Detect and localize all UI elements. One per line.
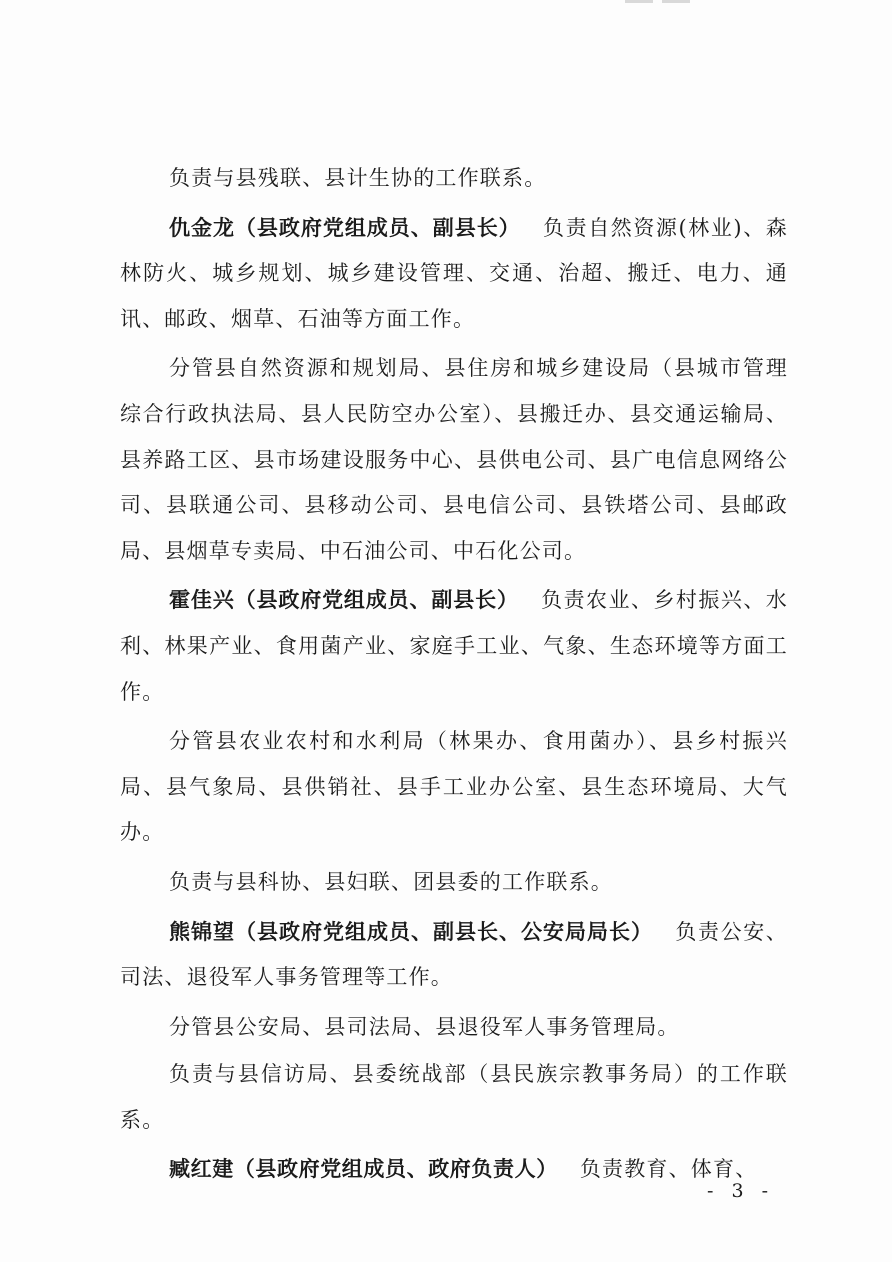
scan-mark: [625, 0, 653, 3]
paragraph: [120, 719, 788, 856]
paragraph: [120, 156, 788, 202]
scan-mark: [662, 0, 690, 3]
official-duties-paragraph: [120, 1147, 788, 1193]
document-body: [120, 156, 788, 1197]
official-heading: 臧红建（县政府党组成员、政府负责人）: [169, 1157, 558, 1182]
official-duties-paragraph: [120, 578, 788, 715]
paragraph: [120, 1005, 788, 1051]
paragraph-text: 分管县公安局、县司法局、县退役军人事务管理局。: [169, 1014, 680, 1039]
paragraph-text: 负责与县科协、县妇联、团县委的工作联系。: [169, 869, 613, 894]
official-heading: 仇金龙（县政府党组成员、副县长）: [169, 215, 521, 240]
paragraph-text: 负责教育、体育、: [579, 1157, 758, 1182]
page-number: - 3 -: [706, 1180, 774, 1202]
official-duties-paragraph: [120, 206, 788, 343]
official-heading: 熊锦望（县政府党组成员、副县长、公安局局长）: [169, 919, 653, 944]
paragraph-text: 负责农业、乡村振兴、水利、林果产业、食用菌产业、家庭手工业、气象、生态环境等方面工作。: [120, 588, 788, 704]
paragraph: [120, 860, 788, 906]
paragraph-text: 分管县自然资源和规划局、县住房和城乡建设局（县城市管理综合行政执法局、县人民防空办公室）、县搬迁办、县交通运输局、县养路工区、县市场建设服务中心、县供电公司、县广电信息网络公司、县联通公司、县移动公司、县电信公司、县铁塔公司、县邮政局、县烟草专卖局、中石油公司、中石化公司。: [120, 356, 788, 563]
paragraph-text: 负责与县残联、县计生协的工作联系。: [169, 166, 547, 190]
official-duties-paragraph: [120, 910, 788, 1001]
paragraph: [120, 346, 788, 574]
paragraph-text: 分管县农业农村和水利局（林果办、食用菌办）、县乡村振兴局、县气象局、县供销社、县手工业办公室、县生态环境局、大气办。: [120, 729, 788, 845]
official-heading: 霍佳兴（县政府党组成员、副县长）: [169, 588, 519, 613]
paragraph-text: 负责公安、司法、退役军人事务管理等工作。: [120, 919, 788, 990]
paragraph-text: 负责自然资源(林业)、森林防火、城乡规划、城乡建设管理、交通、治超、搬迁、电力、通讯、邮政、烟草、石油等方面工作。: [120, 215, 788, 331]
paragraph-text: 负责与县信访局、县委统战部（县民族宗教事务局）的工作联系。: [120, 1062, 788, 1132]
paragraph: [120, 1052, 788, 1143]
